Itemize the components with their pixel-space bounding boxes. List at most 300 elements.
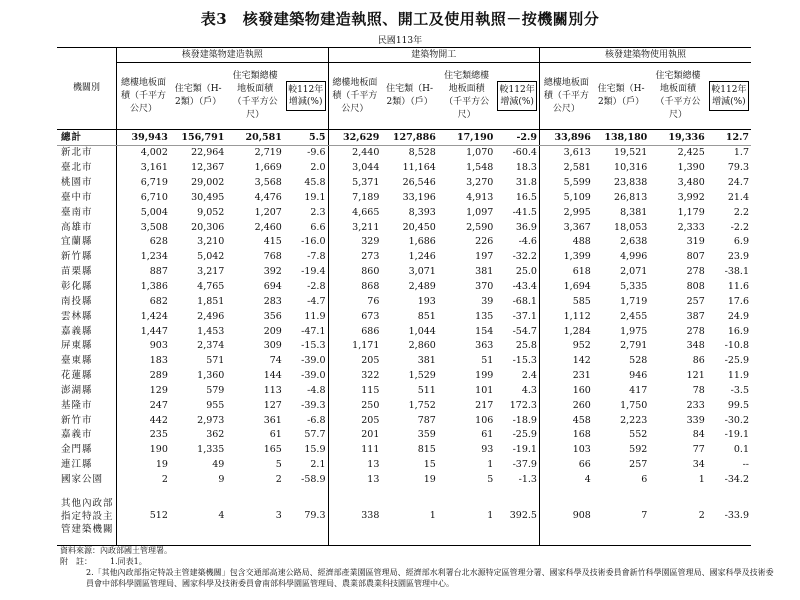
table-cell: 9,052: [197, 206, 225, 218]
table-cell: -7.8: [307, 251, 326, 263]
table-cell: 197: [475, 251, 494, 263]
header-floor-area: 總樓地板面積（千平方公尺）: [539, 63, 592, 130]
agency-name: 金門縣: [61, 444, 93, 456]
group-header-building-permit: 核發建築物建造執照: [117, 48, 328, 63]
table-cell: 673: [328, 309, 381, 324]
table-cell: 356: [263, 310, 282, 322]
table-cell: -4.6: [518, 236, 537, 248]
table-cell: 458: [539, 413, 592, 428]
table-row: [57, 205, 751, 220]
table-cell: 74: [269, 355, 282, 367]
agency-name: 宜蘭縣: [61, 236, 93, 248]
table-cell: 1,851: [197, 295, 225, 307]
table-cell: 2.4: [521, 370, 537, 382]
table-cell: 12.7: [707, 130, 751, 146]
table-cell: -19.4: [301, 266, 326, 278]
table-cell: 571: [206, 355, 225, 367]
table-cell: -33.9: [707, 487, 751, 546]
table-cell: 160: [539, 384, 592, 399]
table-cell: 3: [226, 487, 283, 546]
table-cell: 172.3: [509, 399, 537, 411]
agency-name: 國家公園: [61, 473, 104, 485]
agency-name: 臺東縣: [61, 355, 93, 367]
table-cell: 5,109: [539, 191, 592, 206]
note-1: 1.同表1。: [110, 557, 147, 566]
table-cell: 309: [263, 340, 282, 352]
table-cell: 1,112: [539, 309, 592, 324]
table-cell: 115: [328, 384, 381, 399]
agency-name: 臺南市: [61, 206, 93, 218]
header-pct-change: 較112年增減(%): [495, 63, 539, 130]
table-cell: 628: [117, 235, 170, 250]
table-cell: 338: [328, 487, 381, 546]
table-cell: 3,161: [117, 161, 170, 176]
table-cell: 2,460: [254, 221, 282, 233]
table-cell: 2: [117, 473, 170, 488]
table-cell: 2,333: [677, 221, 705, 233]
table-cell: 121: [686, 370, 705, 382]
table-cell: 381: [417, 355, 436, 367]
table-cell: 3,217: [197, 266, 225, 278]
table-cell: 2,581: [539, 161, 592, 176]
table-cell: 868: [328, 280, 381, 295]
table-cell: 3,044: [328, 161, 381, 176]
header-residential-units: 住宅類（H-2類）（戶）: [170, 63, 226, 130]
table-cell: 5,335: [620, 281, 648, 293]
table-cell: 49: [212, 459, 225, 471]
table-cell: 1,070: [466, 147, 494, 159]
agency-name: 基隆市: [61, 399, 93, 411]
header-residential-area: 住宅類總樓地板面積（千平方公尺）: [649, 63, 706, 130]
agency-name: 臺北市: [61, 162, 93, 174]
table-cell: 106: [475, 414, 494, 426]
table-cell: -43.4: [512, 281, 537, 293]
table-cell: 329: [328, 235, 381, 250]
table-cell: 2,590: [466, 221, 494, 233]
table-cell: 1.7: [733, 147, 749, 159]
table-cell: 442: [117, 413, 170, 428]
table-row: [57, 161, 751, 176]
header-residential-units: 住宅類（H-2類）（戶）: [381, 63, 437, 130]
table-cell: 1,179: [677, 206, 705, 218]
table-cell: 1,207: [254, 206, 282, 218]
table-cell: 12,367: [191, 162, 225, 174]
table-cell: 18,053: [614, 221, 648, 233]
table-cell: 26,813: [614, 191, 648, 203]
table-cell: 5,042: [197, 251, 225, 263]
table-cell: 3,992: [677, 191, 705, 203]
table-cell: 156,791: [170, 130, 226, 146]
table-cell: 952: [539, 339, 592, 354]
table-cell: -16.0: [301, 236, 326, 248]
table-cell: 585: [539, 294, 592, 309]
header-residential-area: 住宅類總樓地板面積（千平方公尺）: [226, 63, 283, 130]
table-cell: 61: [481, 429, 494, 441]
table-cell: -32.2: [512, 251, 537, 263]
table-cell: 2,719: [254, 147, 282, 159]
table-cell: 3,480: [677, 177, 705, 189]
table-cell: 11.9: [304, 310, 326, 322]
table-cell: 2,489: [408, 281, 436, 293]
table-cell: 278: [686, 325, 705, 337]
table-cell: 1,390: [677, 162, 705, 174]
table-cell: 30,495: [191, 191, 225, 203]
table-cell: 4,002: [117, 146, 170, 161]
table-cell: 7,189: [328, 191, 381, 206]
table-cell: 322: [328, 369, 381, 384]
table-cell: 23,838: [614, 177, 648, 189]
table-cell: 3,367: [539, 220, 592, 235]
table-cell: 5: [275, 459, 282, 471]
table-cell: -4.8: [307, 384, 326, 396]
table-cell: 77: [692, 444, 705, 456]
table-cell: 1,447: [117, 324, 170, 339]
table-cell: -54.7: [512, 325, 537, 337]
table-cell: 6.6: [310, 221, 326, 233]
table-cell: 528: [629, 355, 648, 367]
agency-name: 新北市: [61, 147, 93, 159]
table-cell: 23.9: [727, 251, 749, 263]
table-cell: -6.8: [307, 414, 326, 426]
table-cell: 22,964: [191, 147, 225, 159]
table-cell: -18.9: [512, 414, 537, 426]
table-cell: 20,450: [402, 221, 436, 233]
table-cell: 348: [686, 340, 705, 352]
table-cell: 4.3: [521, 384, 537, 396]
table-cell: 686: [328, 324, 381, 339]
table-cell: 381: [475, 266, 494, 278]
table-cell: 135: [475, 310, 494, 322]
table-cell: 4,996: [620, 251, 648, 263]
page-title: 表3 核發建築物建造執照、開工及使用執照－按機關別分: [200, 10, 600, 28]
table-cell: 5,371: [328, 176, 381, 191]
table-cell: 908: [539, 487, 592, 546]
table-cell: 5,004: [117, 205, 170, 220]
table-subtitle: 民國113年: [377, 36, 423, 46]
table-cell: 76: [328, 294, 381, 309]
source-label: 資料來源：: [60, 546, 100, 555]
table-cell: 127,886: [381, 130, 437, 146]
header-floor-area: 總樓地板面積（千平方公尺）: [328, 63, 381, 130]
table-cell: -34.2: [724, 473, 749, 485]
table-cell: 24.7: [727, 177, 749, 189]
table-cell: 78: [692, 384, 705, 396]
table-cell: 209: [263, 325, 282, 337]
table-row: [57, 280, 751, 295]
agency-name: 花蓮縣: [61, 370, 93, 382]
table-cell: 2,455: [620, 310, 648, 322]
table-cell: 946: [629, 370, 648, 382]
table-cell: -4.7: [307, 295, 326, 307]
table-cell: -25.9: [512, 429, 537, 441]
table-cell: -68.1: [512, 295, 537, 307]
table-cell: -19.1: [512, 444, 537, 456]
table-cell: 1,453: [197, 325, 225, 337]
table-cell: 168: [539, 428, 592, 443]
header-agency: 機關別: [57, 48, 117, 130]
group-header-construction-start: 建築物開工: [328, 48, 539, 63]
agency-name: 嘉義縣: [61, 325, 93, 337]
table-cell: 768: [263, 251, 282, 263]
table-cell: -19.1: [724, 429, 749, 441]
table-cell: 19.1: [304, 191, 326, 203]
table-cell: 1,752: [408, 399, 436, 411]
table-cell: 2,995: [539, 205, 592, 220]
table-cell: -58.9: [301, 473, 326, 485]
table-cell: --: [742, 459, 749, 471]
table-cell: 17,190: [438, 130, 495, 146]
table-cell: 283: [263, 295, 282, 307]
table-cell: 144: [263, 370, 282, 382]
table-cell: 247: [117, 398, 170, 413]
table-cell: 5.5: [284, 130, 328, 146]
table-cell: 113: [263, 384, 282, 396]
table-row: [57, 428, 751, 443]
table-cell: 250: [328, 398, 381, 413]
agency-name: 桃園市: [61, 177, 93, 189]
table-cell: 3,508: [117, 220, 170, 235]
note-label: 附 註：: [60, 557, 92, 566]
table-cell: 2.0: [310, 162, 326, 174]
agency-name: 連江縣: [61, 459, 93, 471]
table-cell: 579: [206, 384, 225, 396]
table-cell: 16.5: [515, 191, 537, 203]
table-cell: 955: [206, 399, 225, 411]
table-cell: 2.3: [310, 206, 326, 218]
table-cell: 415: [263, 236, 282, 248]
table-cell: 2,791: [620, 340, 648, 352]
table-cell: 138,180: [593, 130, 649, 146]
table-cell: 339: [686, 414, 705, 426]
table-cell: -1.3: [518, 473, 537, 485]
table-cell: 17.6: [727, 295, 749, 307]
agency-name: 苗栗縣: [61, 266, 93, 278]
table-cell: 362: [206, 429, 225, 441]
table-cell: 392.5: [495, 487, 539, 546]
data-table: [57, 47, 751, 546]
table-cell: 33,896: [539, 130, 592, 146]
table-cell: 79.3: [727, 162, 749, 174]
table-cell: 205: [328, 413, 381, 428]
table-cell: 6,710: [117, 191, 170, 206]
table-cell: 4,476: [254, 191, 282, 203]
table-cell: 1,669: [254, 162, 282, 174]
table-cell: 2,638: [620, 236, 648, 248]
table-cell: 787: [417, 414, 436, 426]
table-cell: 387: [686, 310, 705, 322]
table-cell: 257: [686, 295, 705, 307]
table-cell: 154: [475, 325, 494, 337]
table-cell: 34: [692, 459, 705, 471]
table-cell: 851: [417, 310, 436, 322]
agency-name: 新竹縣: [61, 251, 93, 263]
table-cell: 19: [423, 473, 436, 485]
header-pct-change: 較112年增減(%): [284, 63, 328, 130]
table-cell: 1,750: [620, 399, 648, 411]
table-cell: 1,360: [197, 370, 225, 382]
table-cell: 5: [487, 473, 494, 485]
table-cell: 1,424: [117, 309, 170, 324]
table-cell: 20,306: [191, 221, 225, 233]
table-cell: 361: [263, 414, 282, 426]
table-cell: 26,546: [402, 177, 436, 189]
table-cell: 2,223: [620, 414, 648, 426]
table-cell: 4: [539, 473, 592, 488]
header-floor-area: 總樓地板面積（千平方公尺）: [117, 63, 170, 130]
table-cell: 3,568: [254, 177, 282, 189]
table-cell: 2,071: [620, 266, 648, 278]
table-cell: 129: [117, 384, 170, 399]
table-cell: 511: [417, 384, 436, 396]
table-cell: 6.9: [733, 236, 749, 248]
table-cell: 7: [593, 487, 649, 546]
table-cell: 1,975: [620, 325, 648, 337]
table-cell: 808: [686, 281, 705, 293]
table-cell: 15: [423, 459, 436, 471]
table-cell: 4: [170, 487, 226, 546]
table-cell: 205: [328, 354, 381, 369]
table-cell: 1,686: [408, 236, 436, 248]
table-cell: 860: [328, 265, 381, 280]
table-row: [57, 369, 751, 384]
table-cell: -37.1: [512, 310, 537, 322]
agency-name: 新竹市: [61, 414, 93, 426]
table-cell: 199: [475, 370, 494, 382]
table-cell: 190: [117, 443, 170, 458]
table-cell: 392: [263, 266, 282, 278]
table-body: [57, 130, 751, 546]
table-cell: 29,002: [191, 177, 225, 189]
table-cell: 807: [686, 251, 705, 263]
table-cell: 1: [381, 487, 437, 546]
table-cell: 273: [328, 250, 381, 265]
table-cell: 903: [117, 339, 170, 354]
table-cell: 363: [475, 340, 494, 352]
table-cell: -2.2: [730, 221, 749, 233]
table-row: [57, 146, 751, 161]
table-cell: -39.3: [301, 399, 326, 411]
table-cell: 39: [481, 295, 494, 307]
table-row: [57, 458, 751, 473]
table-cell: 20,581: [226, 130, 283, 146]
table-row: [57, 354, 751, 369]
table-cell: 99.5: [727, 399, 749, 411]
table-cell: -39.0: [301, 370, 326, 382]
table-cell: 33,196: [402, 191, 436, 203]
table-cell: -37.9: [512, 459, 537, 471]
header-pct-change: 較112年增減(%): [707, 63, 751, 130]
table-cell: 39,943: [117, 130, 170, 146]
table-cell: 2,496: [197, 310, 225, 322]
table-cell: 1,284: [539, 324, 592, 339]
table-cell: 2,973: [197, 414, 225, 426]
table-cell: 1,529: [408, 370, 436, 382]
table-cell: 226: [475, 236, 494, 248]
table-cell: 1: [487, 459, 494, 471]
table-cell: 319: [686, 236, 705, 248]
table-cell: 9: [218, 473, 225, 485]
header-residential-units: 住宅類（H-2類）（戶）: [593, 63, 649, 130]
table-row: [57, 413, 751, 428]
table-cell: 8,528: [408, 147, 436, 159]
table-cell: 682: [117, 294, 170, 309]
table-cell: 11.6: [727, 281, 749, 293]
group-header-use-permit: 核發建築物使用執照: [539, 48, 751, 63]
agency-name: 其他內政部指定特設主管建築機關: [57, 487, 117, 546]
agency-name: 總計: [57, 130, 117, 146]
table-cell: 3,210: [197, 236, 225, 248]
table-cell: 235: [117, 428, 170, 443]
table-cell: 512: [117, 487, 170, 546]
table-row: [57, 220, 751, 235]
agency-name: 雲林縣: [61, 310, 93, 322]
table-cell: 193: [417, 295, 436, 307]
agency-name: 嘉義市: [61, 429, 93, 441]
agency-name: 南投縣: [61, 295, 93, 307]
table-cell: 3,613: [539, 146, 592, 161]
table-cell: 93: [481, 444, 494, 456]
table-cell: -30.2: [724, 414, 749, 426]
table-cell: 6,719: [117, 176, 170, 191]
table-cell: 257: [629, 459, 648, 471]
table-cell: 1,386: [117, 280, 170, 295]
table-cell: 8,393: [408, 206, 436, 218]
table-cell: 45.8: [304, 177, 326, 189]
table-cell: 1,399: [539, 250, 592, 265]
table-row: [57, 250, 751, 265]
table-cell: 887: [117, 265, 170, 280]
total-row: [57, 130, 751, 146]
table-cell: -9.6: [307, 147, 326, 159]
table-cell: 32,629: [328, 130, 381, 146]
table-cell: 1,044: [408, 325, 436, 337]
table-row: [57, 176, 751, 191]
table-cell: 24.9: [727, 310, 749, 322]
agency-name: 澎湖縣: [61, 384, 93, 396]
table-cell: 289: [117, 369, 170, 384]
table-cell: -2.9: [495, 130, 539, 146]
table-cell: 13: [328, 473, 381, 488]
table-cell: 2: [649, 487, 706, 546]
table-cell: 2,425: [677, 147, 705, 159]
table-cell: 183: [117, 354, 170, 369]
table-cell: 86: [692, 355, 705, 367]
table-cell: 19,336: [649, 130, 706, 146]
table-cell: 618: [539, 265, 592, 280]
table-cell: 4,665: [328, 205, 381, 220]
agency-name: 屏東縣: [61, 340, 93, 352]
table-row: [57, 235, 751, 250]
table-row: [57, 473, 751, 488]
table-cell: 79.3: [284, 487, 328, 546]
table-row: [57, 384, 751, 399]
table-cell: 16.9: [727, 325, 749, 337]
table-cell: 1,171: [328, 339, 381, 354]
source-text: 內政部國土管理署。: [100, 546, 172, 555]
table-cell: -25.9: [724, 355, 749, 367]
table-cell: 3,270: [466, 177, 494, 189]
table-cell: 25.8: [515, 340, 537, 352]
table-cell: 2: [275, 473, 282, 485]
table-cell: -10.8: [724, 340, 749, 352]
table-row: [57, 398, 751, 413]
table-cell: 0.1: [733, 444, 749, 456]
table-cell: 4,765: [197, 281, 225, 293]
table-cell: 1: [438, 487, 495, 546]
agency-name: 高雄市: [61, 221, 93, 233]
table-cell: 260: [539, 398, 592, 413]
table-cell: 3,211: [328, 220, 381, 235]
